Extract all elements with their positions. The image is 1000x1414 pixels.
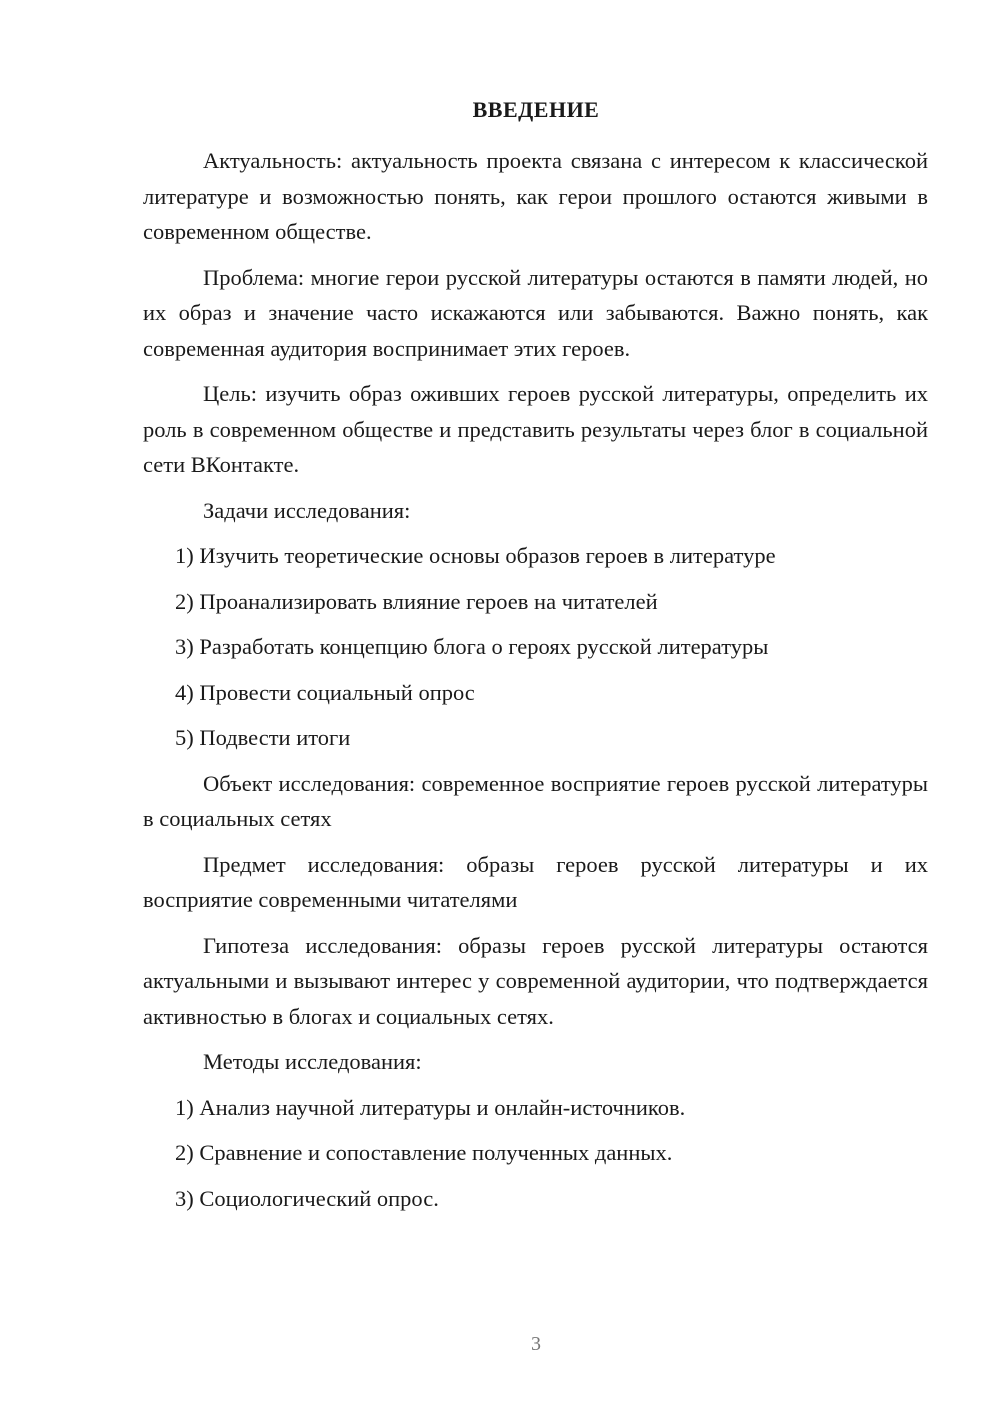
task-item: 5) Подвести итоги (175, 725, 351, 750)
document-body (143, 143, 928, 1226)
page-number: 3 (531, 1333, 541, 1355)
tasks-heading: Задачи исследования: (203, 497, 411, 523)
methods-heading: Методы исследования: (203, 1049, 422, 1074)
relevance-paragraph: Актуальность: актуальность проекта связана с интересом к классической литературе и возможностью понять, как герои прошлого остаются живыми в современном обществе. (143, 148, 928, 244)
task-item: 4) Провести социальный опрос (175, 679, 475, 705)
methods-list (143, 1090, 928, 1217)
method-item: 2) Сравнение и сопоставление полученных данных. (175, 1140, 673, 1165)
hypothesis-paragraph: Гипотеза исследования: образы героев русской литературы остаются актуальными и вызывают интерес у современной аудитории, что подтверждается активностью в блогах и социальных сетях. (143, 932, 928, 1029)
section-title: ВВЕДЕНИЕ (472, 97, 600, 122)
goal-paragraph: Цель: изучить образ оживших героев русской литературы, определить их роль в современном обществе и представить результаты через блог в социальной сети ВКонтакте. (143, 381, 928, 477)
object-paragraph: Объект исследования: современное восприятие героев русской литературы в социальных сетях (143, 770, 928, 831)
subject-paragraph: Предмет исследования: образы героев русской литературы и их восприятие современными читателями (143, 851, 928, 912)
method-item: 3) Социологический опрос. (175, 1185, 439, 1211)
task-item: 1) Изучить теоретические основы образов героев в литературе (175, 543, 776, 568)
task-item: 3) Разработать концепцию блога о героях русской литературы (175, 634, 769, 659)
tasks-list (143, 538, 928, 756)
problem-paragraph: Проблема: многие герои русской литературы остаются в памяти людей, но их образ и значение часто искажаются или забываются. Важно понять, как современная аудитория воспринимает этих героев. (143, 264, 928, 361)
method-item: 1) Анализ научной литературы и онлайн-источников. (175, 1094, 686, 1120)
task-item: 2) Проанализировать влияние героев на читателей (175, 588, 658, 614)
